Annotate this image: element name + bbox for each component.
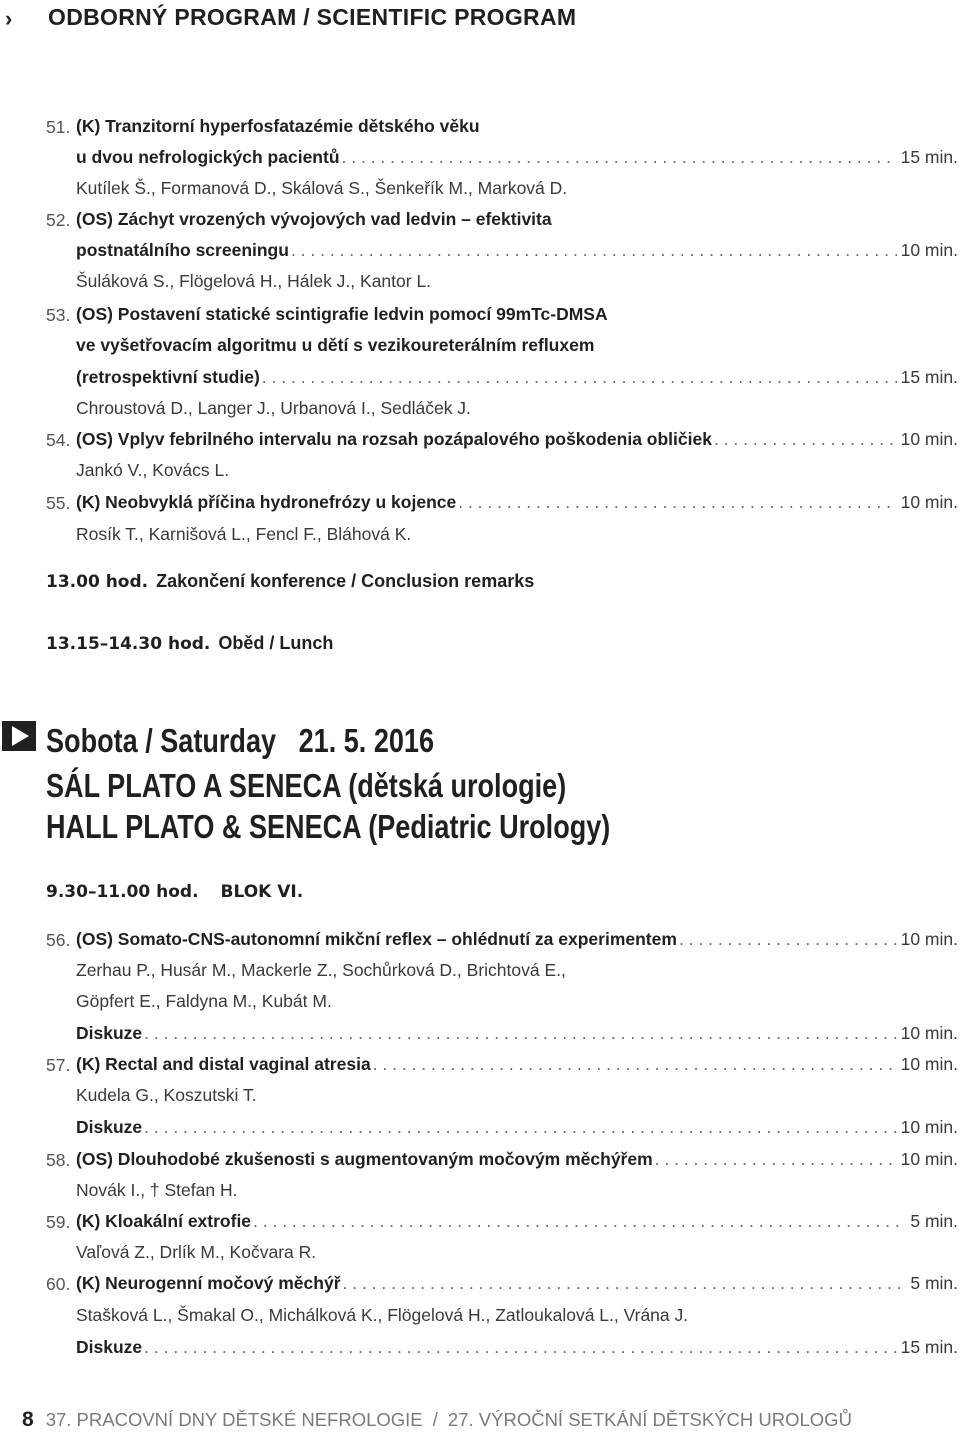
item-title: (OS) Dlouhodobé zkušenosti s augmentovaným močovým měchýřem (76, 1149, 653, 1169)
item-duration: 15 min. (900, 367, 958, 387)
hall-title-en: HALL PLATO & SENECA (Pediatric Urology) (46, 808, 611, 845)
item-authors: Šuláková S., Flögelová H., Hálek J., Kantor L. (76, 271, 432, 291)
item-number: 57. (46, 1055, 71, 1075)
dot-leader (714, 429, 897, 450)
item-title-leader-row (76, 1211, 958, 1235)
item-authors: Kutílek Š., Formanová D., Skálová S., Šenkeřík M., Marková D. (76, 178, 568, 198)
dot-leader (144, 1337, 896, 1358)
discussion-row (76, 1117, 958, 1141)
item-title-end: (retrospektivní studie) (76, 367, 260, 387)
dot-leader (291, 240, 897, 261)
item-number: 58. (46, 1150, 71, 1170)
page-header-title: ODBORNÝ PROGRAM / SCIENTIFIC PROGRAM (48, 4, 577, 30)
item-authors: Göpfert E., Faldyna M., Kubát M. (76, 991, 332, 1011)
item-title: (K) Neobvyklá příčina hydronefrózy u kojence (76, 492, 457, 512)
dot-leader (679, 929, 897, 950)
discussion-label: Diskuze (76, 1023, 143, 1043)
item-title-leader-row (76, 367, 958, 391)
lunch-label: Oběd / Lunch (218, 633, 334, 653)
item-title-leader-row (76, 1054, 958, 1078)
item-title-leader-row (76, 240, 958, 264)
item-duration: 10 min. (900, 429, 958, 449)
block-header (46, 882, 303, 902)
item-number: 55. (46, 493, 71, 513)
page-footer (22, 1408, 852, 1432)
dot-leader (253, 1211, 906, 1232)
block-label: BLOK VI. (220, 882, 304, 902)
closing-row (46, 571, 534, 592)
item-authors: Stašková L., Šmakal O., Michálková K., Flögelová H., Zatloukalová L., Vrána J. (76, 1305, 689, 1325)
closing-time: 13.00 hod. (46, 572, 149, 592)
hall-title-cz: SÁL PLATO A SENECA (dětská urologie) (46, 767, 567, 804)
item-duration: 10 min. (900, 240, 958, 260)
item-title-leader-row (76, 929, 958, 953)
item-title: (K) Rectal and distal vaginal atresia (76, 1054, 371, 1074)
item-title-end: u dvou nefrologických pacientů (76, 147, 340, 167)
discussion-row (76, 1337, 958, 1361)
footer-separator: / (432, 1410, 438, 1431)
closing-label: Zakončení konference / Conclusion remarks (156, 571, 535, 591)
dot-leader (373, 1054, 897, 1075)
item-authors: Chroustová D., Langer J., Urbanová I., Sedláček J. (76, 398, 471, 418)
item-authors: Kudela G., Koszutski T. (76, 1085, 257, 1105)
item-duration: 5 min. (910, 1211, 958, 1231)
item-authors: Rosík T., Karnišová L., Fencl F., Bláhová K. (76, 524, 412, 544)
block-time: 9.30–11.00 hod. (46, 882, 199, 902)
page-number: 8 (22, 1408, 34, 1431)
discussion-label: Diskuze (76, 1117, 143, 1137)
item-title-end: postnatálního screeningu (76, 240, 289, 260)
discussion-label: Diskuze (76, 1337, 143, 1357)
item-authors: Zerhau P., Husár M., Mackerle Z., Sochůrková D., Brichtová E., (76, 960, 566, 980)
dot-leader (144, 1023, 896, 1044)
dot-leader (342, 147, 897, 168)
item-title-leader-row (76, 147, 958, 171)
lunch-time: 13.15–14.30 hod. (46, 634, 211, 654)
item-duration: 10 min. (900, 1054, 958, 1074)
item-duration: 10 min. (900, 1149, 958, 1169)
discussion-duration: 15 min. (900, 1337, 958, 1357)
footer-right-title: 27. VÝROČNÍ SETKÁNÍ DĚTSKÝCH UROLOGŮ (447, 1409, 852, 1430)
item-title: (OS) Postavení statické scintigrafie ledvin pomocí 99mTc-DMSA (76, 304, 608, 324)
item-title-leader-row (76, 1149, 958, 1173)
item-duration: 10 min. (900, 492, 958, 512)
discussion-row (76, 1023, 958, 1047)
dot-leader (144, 1117, 896, 1138)
play-icon (2, 721, 36, 751)
discussion-duration: 10 min. (900, 1117, 958, 1137)
item-title: (OS) Somato-CNS-autonomní mikční reflex – ohlédnutí za experimentem (76, 929, 677, 949)
item-number: 59. (46, 1212, 71, 1232)
item-number: 60. (46, 1274, 71, 1294)
header-chevron-icon: › (5, 6, 13, 31)
item-title-leader-row (76, 429, 958, 453)
item-number: 54. (46, 430, 71, 450)
item-number: 56. (46, 930, 71, 950)
item-number: 53. (46, 305, 71, 325)
item-title: (K) Tranzitorní hyperfosfatazémie dětského věku (76, 116, 480, 136)
item-duration: 10 min. (900, 929, 958, 949)
item-title: (OS) Záchyt vrozených vývojových vad ledvin – efektivita (76, 209, 552, 229)
item-number: 51. (46, 117, 71, 137)
item-authors: Jankó V., Kovács L. (76, 460, 230, 480)
item-title: ve vyšetřovacím algoritmu u dětí s vezikoureterálním refluxem (76, 335, 595, 355)
dot-leader (655, 1149, 897, 1170)
item-title-leader-row (76, 1273, 958, 1297)
footer-left-title: 37. PRACOVNÍ DNY DĚTSKÉ NEFROLOGIE (45, 1409, 423, 1430)
discussion-duration: 10 min. (900, 1023, 958, 1043)
item-duration: 15 min. (900, 147, 958, 167)
item-title: (OS) Vplyv febrilného intervalu na rozsah pozápalového poškodenia obličiek (76, 429, 712, 449)
dot-leader (343, 1273, 907, 1294)
lunch-row (46, 633, 333, 654)
item-authors: Novák I., † Stefan H. (76, 1180, 238, 1200)
day-title: Sobota / Saturday 21. 5. 2016 (46, 722, 435, 759)
item-authors: Vaľová Z., Drlík M., Kočvara R. (76, 1242, 317, 1262)
item-duration: 5 min. (910, 1273, 958, 1293)
item-title-leader-row (76, 492, 958, 516)
item-title: (K) Neurogenní močový měchýř (76, 1273, 341, 1293)
dot-leader (458, 492, 896, 513)
dot-leader (262, 367, 897, 388)
item-number: 52. (46, 210, 71, 230)
item-title: (K) Kloakální extrofie (76, 1211, 252, 1231)
